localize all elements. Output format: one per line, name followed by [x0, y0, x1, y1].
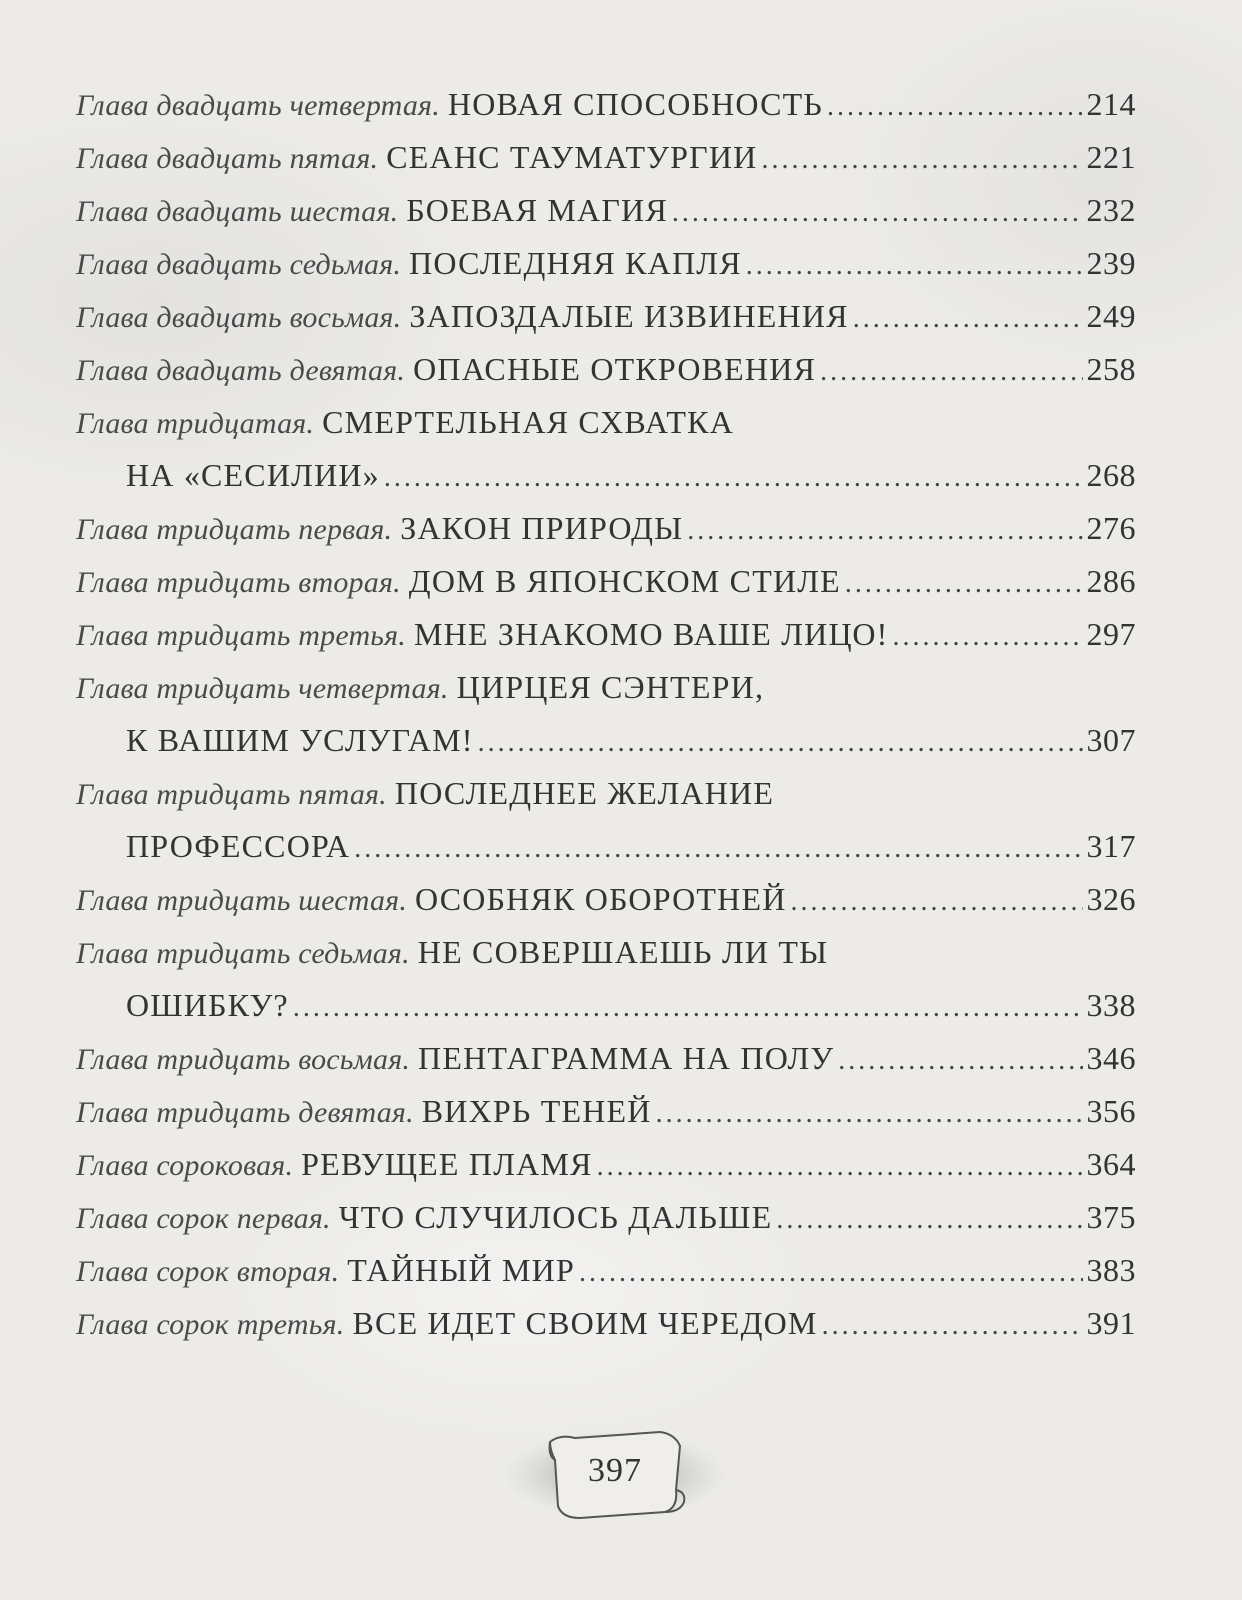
chapter-title: ОПАСНЫЕ ОТКРОВЕНИЯ — [413, 351, 817, 387]
chapter-page-number: 307 — [1086, 722, 1136, 758]
toc-entry — [76, 767, 1136, 820]
chapter-label: Глава тридцатая. — [76, 407, 315, 440]
toc-entry — [76, 1297, 1136, 1350]
toc-entry — [76, 926, 1136, 979]
dot-leader — [776, 1193, 1082, 1246]
chapter-label: Глава двадцать шестая. — [76, 195, 399, 228]
chapter-label: Глава сорок вторая. — [76, 1255, 340, 1288]
chapter-page-number: 286 — [1086, 563, 1136, 599]
toc-entry — [76, 873, 1136, 926]
toc-entry — [76, 237, 1136, 290]
chapter-page-number: 239 — [1086, 245, 1136, 281]
dot-leader — [761, 133, 1082, 186]
chapter-page-number: 258 — [1086, 351, 1136, 387]
toc-entry — [76, 131, 1136, 184]
chapter-page-number: 249 — [1086, 298, 1136, 334]
chapter-page-number: 268 — [1086, 457, 1136, 493]
chapter-title: БОЕВАЯ МАГИЯ — [406, 192, 668, 228]
dot-leader — [579, 1246, 1083, 1299]
chapter-title-continuation: К ВАШИМ УСЛУГАМ! — [126, 722, 474, 758]
chapter-title: ЗАКОН ПРИРОДЫ — [400, 510, 684, 546]
chapter-label: Глава двадцать седьмая. — [76, 248, 402, 281]
chapter-page-number: 338 — [1086, 987, 1136, 1023]
chapter-title: ВСЕ ИДЕТ СВОИМ ЧЕРЕДОМ — [352, 1305, 818, 1341]
dot-leader — [672, 186, 1083, 239]
dot-leader — [820, 345, 1082, 398]
chapter-title: СЕАНС ТАУМАТУРГИИ — [386, 139, 758, 175]
toc-entry — [76, 1085, 1136, 1138]
page-number: 397 — [588, 1452, 642, 1489]
toc-entry-continuation — [76, 979, 1136, 1032]
toc-entry — [76, 555, 1136, 608]
chapter-label: Глава тридцать первая. — [76, 513, 393, 546]
dot-leader — [656, 1087, 1083, 1140]
chapter-label: Глава тридцать седьмая. — [76, 937, 410, 970]
dot-leader — [791, 875, 1083, 928]
dot-leader — [384, 451, 1083, 504]
chapter-title: ЦИРЦЕЯ СЭНТЕРИ, — [456, 669, 765, 705]
chapter-label: Глава двадцать четвертая. — [76, 89, 440, 122]
toc-entry — [76, 1032, 1136, 1085]
chapter-label: Глава двадцать пятая. — [76, 142, 379, 175]
chapter-label: Глава тридцать пятая. — [76, 778, 387, 811]
toc-entry — [76, 608, 1136, 661]
toc-entry — [76, 1191, 1136, 1244]
chapter-title: РЕВУЩЕЕ ПЛАМЯ — [301, 1146, 593, 1182]
chapter-title: ВИХРЬ ТЕНЕЙ — [421, 1093, 652, 1129]
chapter-title: ДОМ В ЯПОНСКОМ СТИЛЕ — [408, 563, 841, 599]
chapter-title: ТАЙНЫЙ МИР — [347, 1252, 575, 1288]
dot-leader — [293, 981, 1083, 1034]
toc-entry — [76, 78, 1136, 131]
chapter-label: Глава тридцать восьмая. — [76, 1043, 411, 1076]
chapter-title-continuation: ПРОФЕССОРА — [126, 828, 351, 864]
chapter-page-number: 356 — [1086, 1093, 1136, 1129]
chapter-page-number: 232 — [1086, 192, 1136, 228]
chapter-title: МНЕ ЗНАКОМО ВАШЕ ЛИЦО! — [414, 616, 889, 652]
dot-leader — [827, 80, 1083, 133]
dot-leader — [597, 1140, 1083, 1193]
chapter-page-number: 375 — [1086, 1199, 1136, 1235]
toc-entry-continuation — [76, 449, 1136, 502]
dot-leader — [893, 610, 1083, 663]
chapter-title: ПОСЛЕДНЕЕ ЖЕЛАНИЕ — [394, 775, 775, 811]
chapter-label: Глава тридцать вторая. — [76, 566, 401, 599]
dot-leader — [838, 1034, 1082, 1087]
chapter-label: Глава тридцать четвертая. — [76, 672, 449, 705]
dot-leader — [354, 822, 1082, 875]
dot-leader — [845, 557, 1083, 610]
toc-entry — [76, 290, 1136, 343]
chapter-label: Глава сорок третья. — [76, 1308, 345, 1341]
chapter-title: ЧТО СЛУЧИЛОСЬ ДАЛЬШЕ — [338, 1199, 773, 1235]
dot-leader — [687, 504, 1082, 557]
chapter-page-number: 214 — [1086, 86, 1136, 122]
dot-leader — [746, 239, 1083, 292]
chapter-title: СМЕРТЕЛЬНАЯ СХВАТКА — [322, 404, 735, 440]
chapter-page-number: 326 — [1086, 881, 1136, 917]
toc-entry-continuation — [76, 820, 1136, 873]
chapter-label: Глава двадцать девятая. — [76, 354, 406, 387]
chapter-label: Глава тридцать шестая. — [76, 884, 408, 917]
chapter-title: ПЕНТАГРАММА НА ПОЛУ — [418, 1040, 835, 1076]
toc-entry — [76, 661, 1136, 714]
chapter-title-continuation: ОШИБКУ? — [126, 987, 289, 1023]
chapter-title: ЗАПОЗДАЛЫЕ ИЗВИНЕНИЯ — [409, 298, 849, 334]
chapter-page-number: 391 — [1086, 1305, 1136, 1341]
chapter-label: Глава тридцать девятая. — [76, 1096, 414, 1129]
toc-entry-continuation — [76, 714, 1136, 767]
toc-entry — [76, 1138, 1136, 1191]
chapter-page-number: 364 — [1086, 1146, 1136, 1182]
table-of-contents — [76, 78, 1136, 1350]
chapter-title: ОСОБНЯК ОБОРОТНЕЙ — [415, 881, 787, 917]
page-number-badge — [500, 1420, 730, 1530]
chapter-label: Глава сороковая. — [76, 1149, 294, 1182]
toc-entry — [76, 184, 1136, 237]
chapter-label: Глава тридцать третья. — [76, 619, 407, 652]
chapter-title: ПОСЛЕДНЯЯ КАПЛЯ — [409, 245, 742, 281]
chapter-page-number: 383 — [1086, 1252, 1136, 1288]
chapter-label: Глава двадцать восьмая. — [76, 301, 402, 334]
chapter-title: НОВАЯ СПОСОБНОСТЬ — [447, 86, 823, 122]
chapter-page-number: 297 — [1086, 616, 1136, 652]
toc-entry — [76, 1244, 1136, 1297]
chapter-title-continuation: НА «СЕСИЛИИ» — [126, 457, 380, 493]
chapter-page-number: 221 — [1086, 139, 1136, 175]
chapter-page-number: 317 — [1086, 828, 1136, 864]
toc-entry — [76, 396, 1136, 449]
toc-entry — [76, 343, 1136, 396]
dot-leader — [822, 1299, 1083, 1352]
dot-leader — [478, 716, 1083, 769]
dot-leader — [853, 292, 1083, 345]
chapter-page-number: 346 — [1086, 1040, 1136, 1076]
chapter-page-number: 276 — [1086, 510, 1136, 546]
chapter-title: НЕ СОВЕРШАЕШЬ ЛИ ТЫ — [417, 934, 829, 970]
toc-entry — [76, 502, 1136, 555]
chapter-label: Глава сорок первая. — [76, 1202, 331, 1235]
